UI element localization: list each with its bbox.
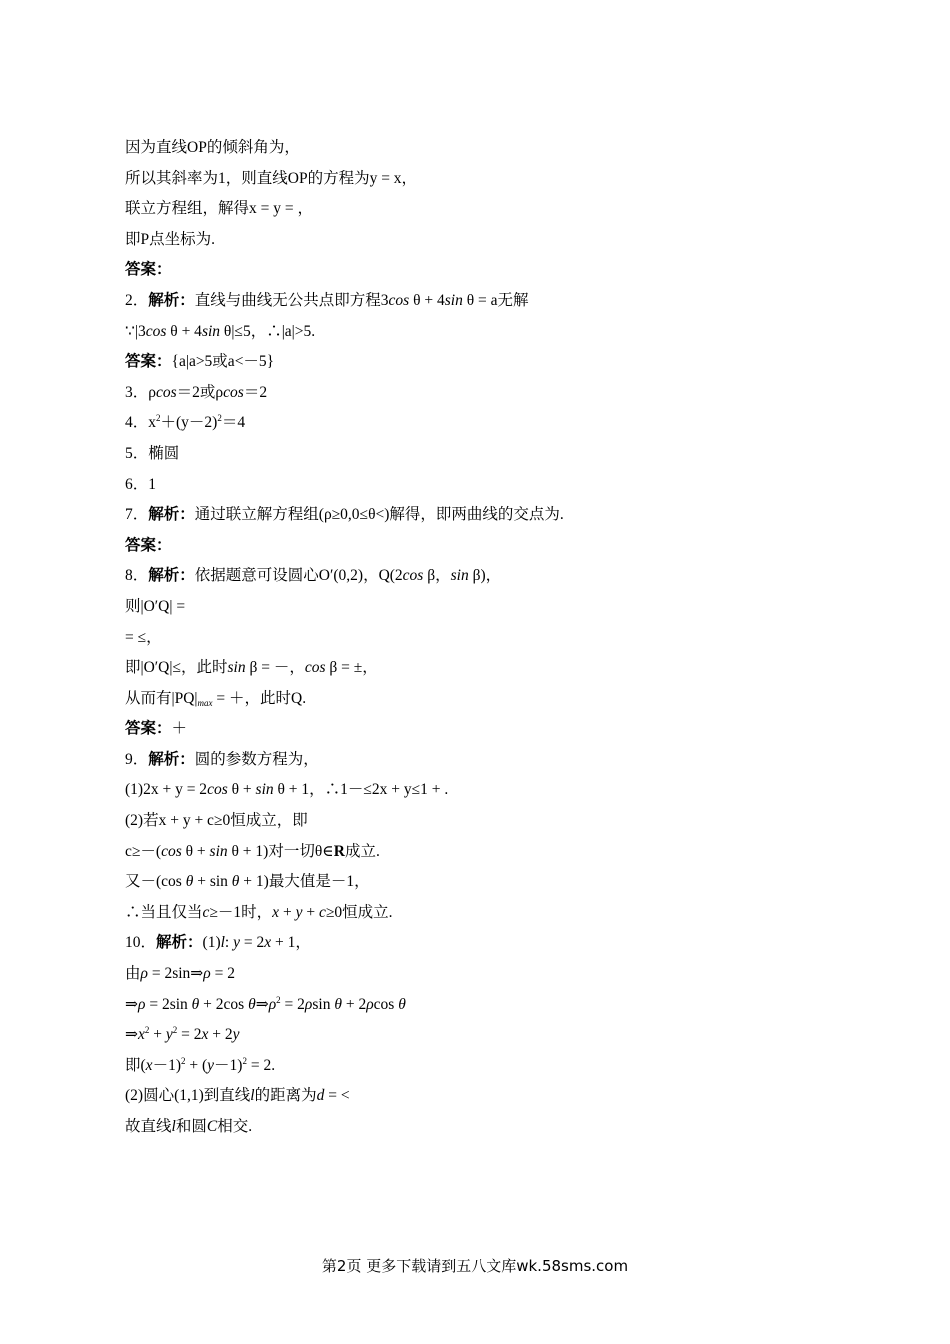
text-line: c≥－(cos θ + sin θ + 1)对一切θ∈R成立. — [125, 842, 380, 860]
item-7-analysis: 7．解析：通过联立解方程组(ρ≥0,0≤θ<)解得，即两曲线的交点为. — [125, 506, 564, 524]
text-line: = ≤， — [125, 628, 162, 646]
page-footer: 第2页 更多下载请到五八文库wk.58sms.com — [321, 1257, 629, 1275]
answer-line: 答案：{a|a>5或a<－5} — [125, 353, 275, 371]
item-6: 6．1 — [125, 475, 157, 493]
item-9-analysis: 9．解析：圆的参数方程为， — [125, 750, 319, 768]
answer-label: 答案： — [125, 261, 172, 279]
text-line: ⇒ρ = 2sin θ + 2cos $\theta\Rightarrow\rho^2 = 2\rho\sin$ θ + 2ρcos θ — [125, 994, 406, 1013]
solution-text — [125, 133, 825, 1143]
text-line: 因为直线OP的倾斜角为， — [125, 139, 300, 156]
text-line: 故直线l和圆C相交. — [125, 1118, 253, 1135]
text-line: 所以其斜率为1，则直线OP的方程为y = x， — [125, 169, 418, 187]
text-line: 由ρ = 2sin⇒ρ = 2 — [125, 965, 235, 983]
item-4: 4．$x^2+(y-2)^2=4$ — [125, 413, 246, 432]
text-line: 即$(x-1)^2 + (y-1)^2 = 2$. — [125, 1055, 276, 1074]
item-2-analysis: 2．解析：直线与曲线无公共点即方程3cos θ + 4sin θ = a无解 — [125, 291, 529, 309]
text-line: (1)2x + y = 2cos θ + sin θ + 1，∴1－≤2x + y≤1 + . — [125, 781, 449, 799]
text-line: 即P点坐标为. — [125, 230, 215, 248]
text-line: 则|O′Q| = — [125, 597, 186, 615]
text-line: ∵|3cos θ + 4sin θ|≤5，∴|a|>5. — [125, 322, 316, 340]
text-line: 联立方程组，解得x = y = ， — [125, 200, 313, 218]
item-10-analysis: 10．解析：(1)l: y = 2x + 1， — [125, 934, 311, 952]
answer-line: 答案：＋ — [125, 720, 188, 738]
text-line: 即|O′Q|≤，此时sin β = －，cos β = ±， — [125, 659, 378, 677]
text-line: (2)圆心(1,1)到直线l的距离为d = < — [125, 1087, 350, 1105]
text-line: $\Rightarrow x^2 + y^2 = 2x + 2y$ — [125, 1025, 240, 1044]
item-5: 5．椭圆 — [125, 444, 180, 462]
text-line: ∴当且仅当c≥－1时，x + y + c≥0恒成立. — [125, 903, 393, 921]
item-3: 3．ρcos＝2或ρcos＝2 — [125, 383, 268, 401]
text-line: (2)若x + y + c≥0恒成立，即 — [125, 812, 308, 830]
text-line: 从而有$|PQ|_{max}$ = ＋，此时Q. — [125, 689, 307, 708]
answer-label: 答案： — [125, 536, 172, 554]
text-line: 又－(cos θ + sin θ + 1)最大值是－1， — [125, 873, 370, 891]
item-8-analysis: 8．解析：依据题意可设圆心O′(0,2)，Q(2cos β，sin β)， — [125, 567, 502, 585]
